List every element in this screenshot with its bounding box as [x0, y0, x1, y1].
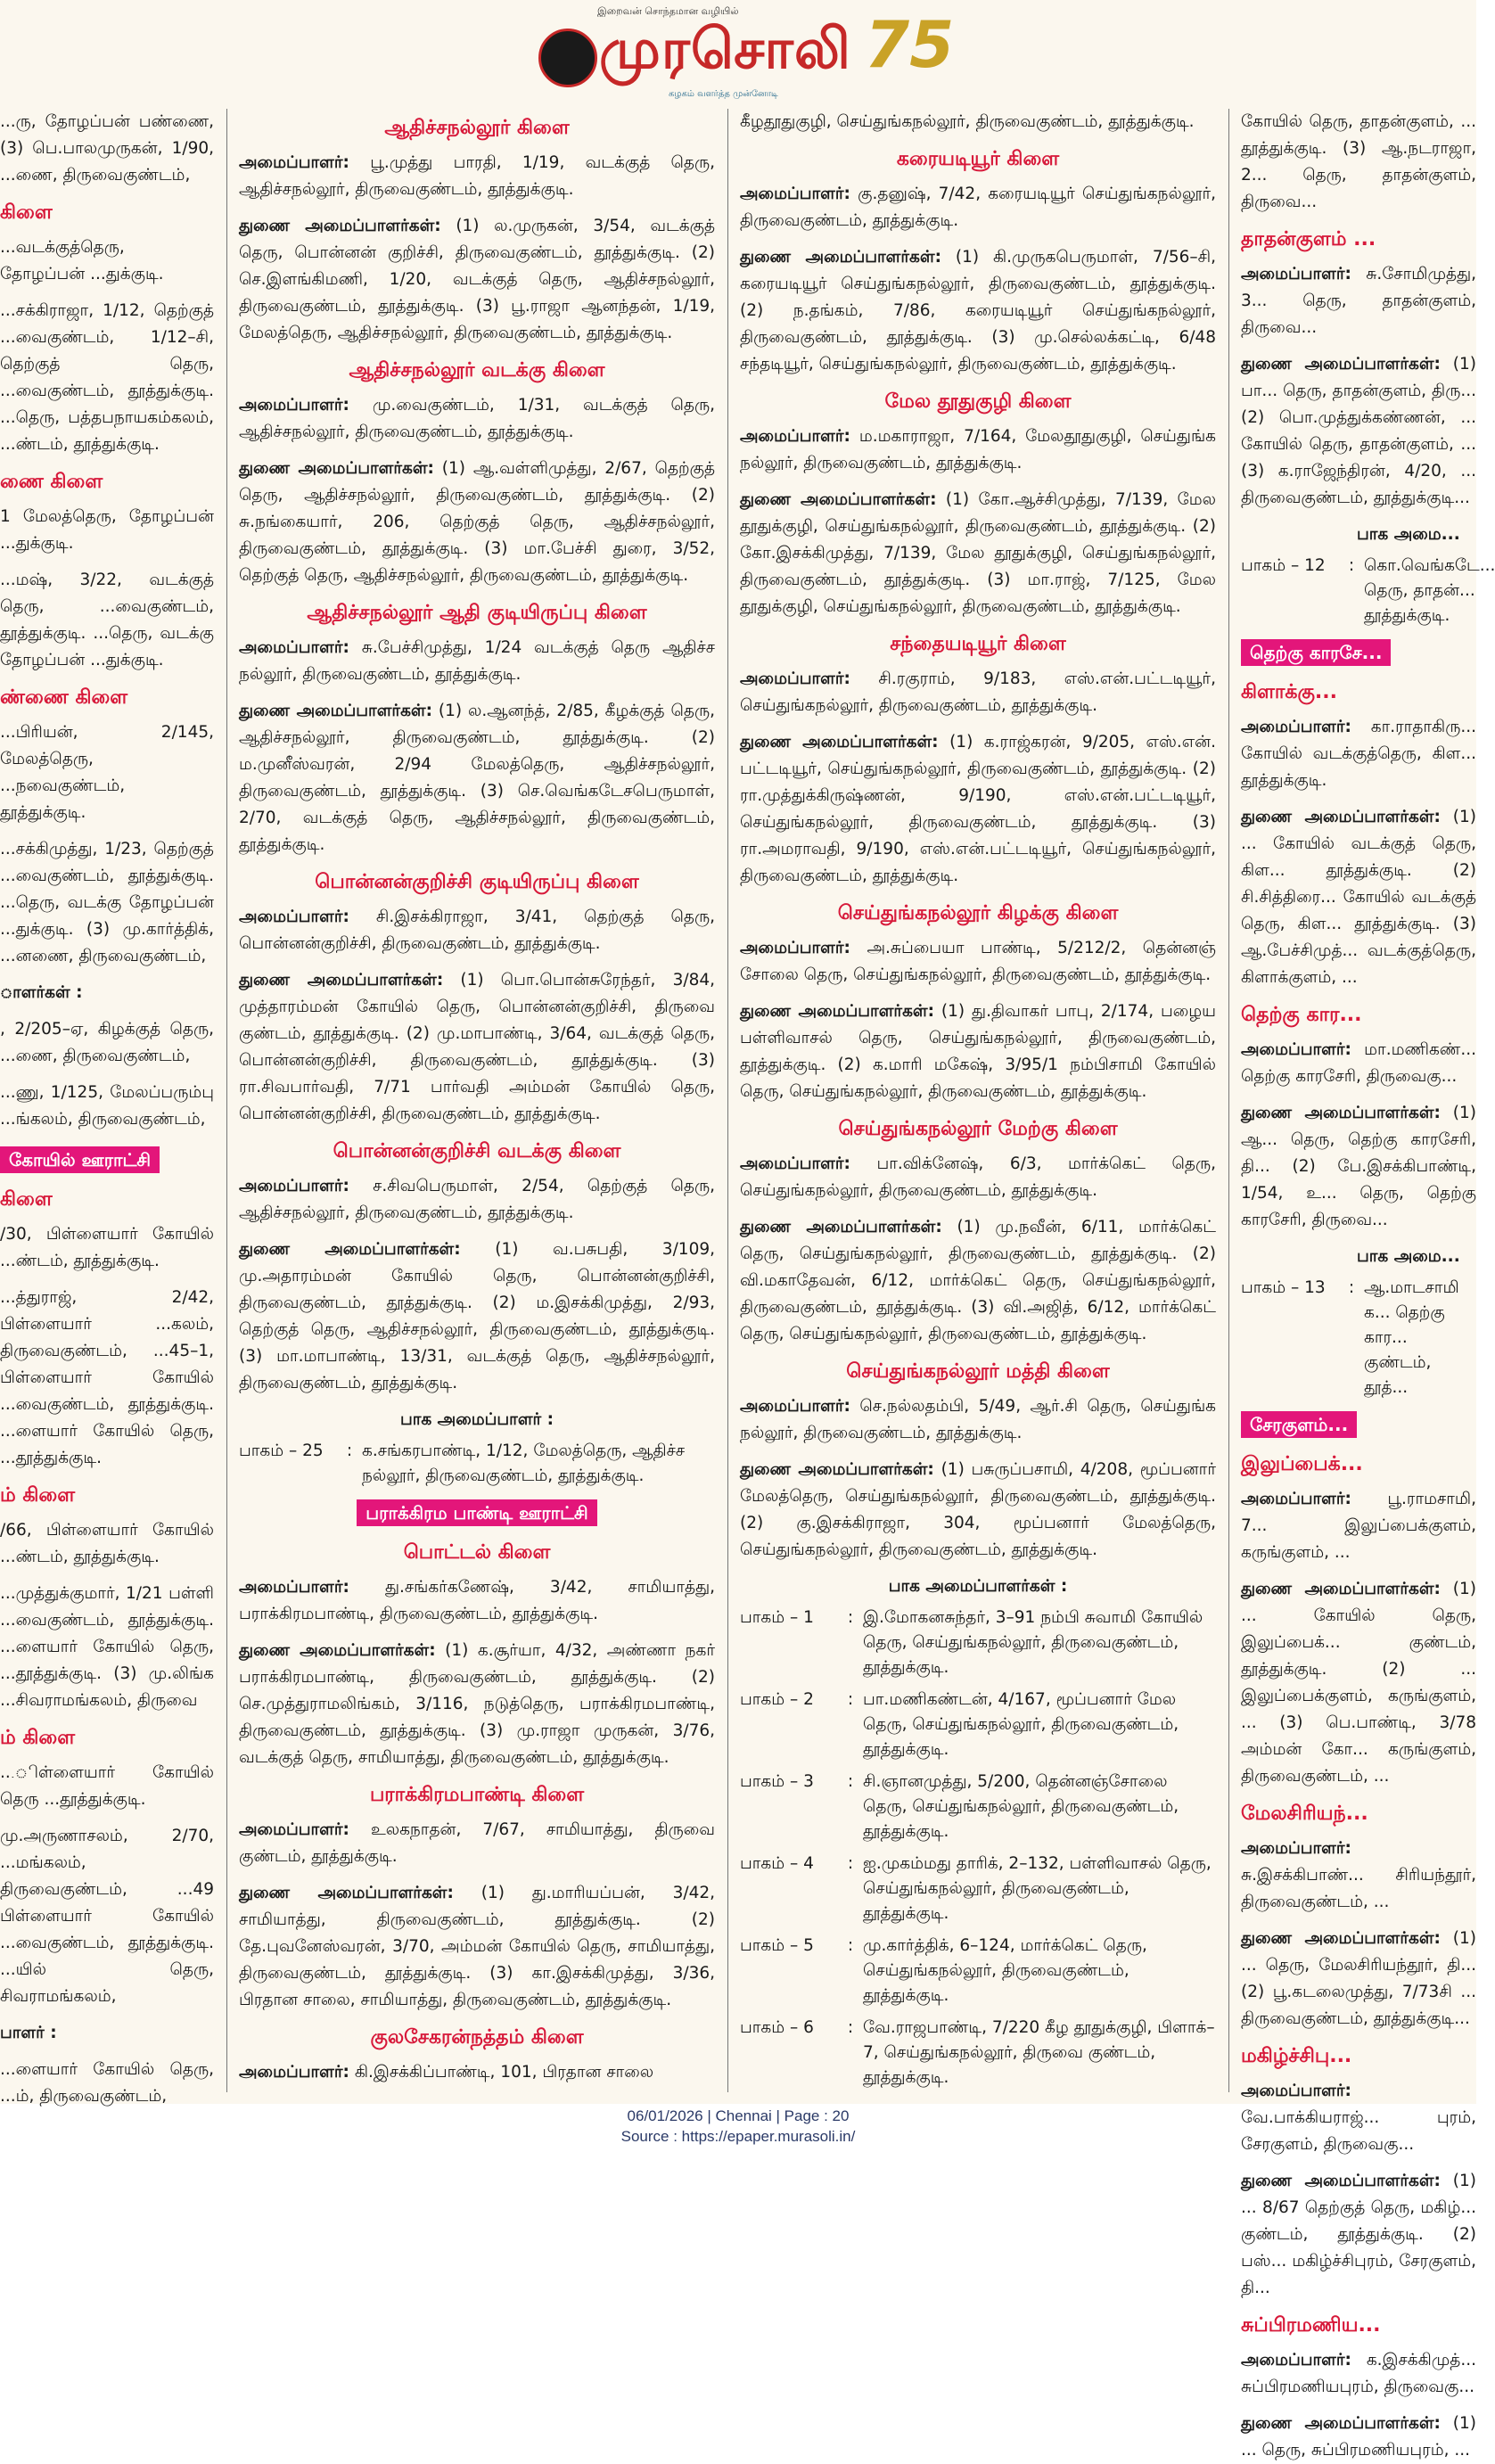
entry-text: ...மஷ், 3/22, வடக்குத் தெரு, ...வைகுண்டம், தூத்துக்குடி. ...தெரு, வடக்கு தோழப்பன் ...துக்குடி. — [0, 571, 214, 669]
organizer-label: அமைப்பாளர்: — [740, 1397, 850, 1416]
entry-text: ...ணு, 1/125, மேலப்பரும்பு ...ங்கலம், திருவைகுண்டம், — [0, 1083, 214, 1129]
organizer-label: அமைப்பாளர்: — [239, 2063, 349, 2082]
deputy-entry — [1241, 804, 1476, 991]
booth-text: பா.மணிகண்டன், 4/167, மூப்பனார் மேல தெரு, செய்துங்கநல்லூர், திருவைகுண்டம், தூத்துக்குடி. — [863, 1690, 1179, 1759]
deputy-label: துணை அமைப்பாளர்கள்: — [740, 733, 939, 752]
booth-entry: பாகம் – 25 : க.சங்கரபாண்டி, 1/12, மேலத்தெரு, ஆதிச்ச நல்லூர், திருவைகுண்டம், தூத்துக்குடி. — [239, 1439, 715, 1489]
panchayat-band: பராக்கிரம பாண்டி ஊராட்சி — [357, 1499, 596, 1526]
branch-heading: சுப்பிரமணிய... — [1241, 2314, 1381, 2337]
deputy-label: துணை அமைப்பாளர்கள்: — [239, 1240, 461, 1259]
organizer-text: அ.சுப்பையா பாண்டி, 5/212/2, தென்னஞ் சோலை தெரு, செய்துங்கநல்லூர், திருவைகுண்டம், தூத்துக்குடி. — [740, 939, 1216, 984]
branch-heading: ஆதிச்சநல்லூர் கிளை — [384, 117, 570, 139]
organizer-entry — [1241, 1037, 1476, 1090]
organizer-text: க.இசக்கிமுத்... சுப்பிரமணியபுரம், திருவைகு... — [1241, 2351, 1476, 2396]
booth-section-title: பாக அமைப்பாளர்கள் : — [888, 1577, 1068, 1596]
organizer-text: சி.ரகுராம், 9/183, எஸ்.என்.பட்டடியூர், செய்துங்கநல்லூர், திருவைகுண்டம், தூத்துக்குடி. — [740, 669, 1216, 715]
deputy-entry — [1241, 2168, 1476, 2302]
deputy-label: துணை அமைப்பாளர்கள்: — [1241, 1104, 1441, 1122]
organizer-entry — [239, 1173, 715, 1227]
organizer-text: சி.இசக்கிராஜா, 3/41, தெற்குத் தெரு, பொன்னன்குறிச்சி, திருவைகுண்டம், தூத்துக்குடி. — [239, 908, 715, 953]
deputy-label: துணை அமைப்பாளர்கள்: — [239, 702, 432, 720]
organizer-text: சு.இசக்கிபாண்... சிரியந்தூர், திருவைகுண்டம், ... — [1241, 1866, 1476, 1911]
deputy-text: (1) க.சூர்யா, 4/32, அண்ணா நகர் பராக்கிரமபாண்டி, திருவைகுண்டம், தூத்துக்குடி. (2) செ.முத்துராமலிங்கம், 3/116, நடுத்தெரு, பராக்கிரமபாண்டி, திருவைகுண்டம், தூத்துக்குடி. (3) மு.ராஜா முருகன், 3/76, வடக்குத் தெரு, சாமியாத்து, திருவைகுண்டம், தூத்துக்குடி. — [239, 1641, 716, 1767]
edition-info: 06/01/2026 | Chennai | Page : 20 — [627, 2107, 850, 2124]
deputy-text: (1) பொ.பொன்சுரேந்தர், 3/84, முத்தாரம்மன் கோயில் தெரு, பொன்னன்குறிச்சி, திருவை குண்டம், தூத்துக்குடி. (2) மு.மாபாண்டி, 3/64, வடக்குத் தெரு, பொன்னன்குறிச்சி, திருவைகுண்டம், தூத்துக்குடி. (3) ரா.சிவபார்வதி, 7/71 பார்வதி அம்மன் கோயில் தெரு, பொன்னன்குறிச்சி, திருவைகுண்டம், தூத்துக்குடி. — [239, 971, 715, 1123]
booth-entry: பாகம் – 2 : பா.மணிகண்டன், 4/167, மூப்பனார் மேல தெரு, செய்துங்கநல்லூர், திருவைகுண்டம், தூத்துக்குடி. — [740, 1688, 1216, 1762]
organizer-label: அமைப்பாளர்: — [239, 638, 349, 657]
entry-text: ...வடக்குத்தெரு, தோழப்பன் ...துக்குடி. — [0, 238, 164, 283]
entry-text: ...ிள்ளையார் கோயில் தெரு ...தூத்துக்குடி. — [0, 1763, 214, 1809]
organizer-entry — [239, 1817, 715, 1870]
entry-text: ...சக்கிராஜா, 1/12, தெற்குத் ...வைகுண்டம், 1/12–சி, தெற்குத் தெரு, ...வைகுண்டம், தூத்துக்குடி. ...தெரு, பத்தபநாயகம்கலம், ...ண்டம், தூத்துக்குடி. — [0, 301, 214, 454]
deputy-entry — [239, 698, 715, 858]
organizer-label: அமைப்பாளர்: — [740, 669, 850, 688]
booth-text: ஆ.மாடசாமி க... தெற்கு கார... குண்டம், தூத்... — [1364, 1278, 1459, 1397]
deputy-text: (1) ல.ஆனந்த், 2/85, கீழக்குத் தெரு, ஆதிச்சநல்லூர், திருவைகுண்டம், தூத்துக்குடி. (2) ம.முனீஸ்வரன், 2/94 மேலத்தெரு, ஆதிச்சநல்லூர், திருவைகுண்டம், தூத்துக்குடி. (3) செ.வெங்கடேசபெருமாள், 2/70, வடக்குத் தெரு, ஆதிச்சநல்லூர், திருவைகுண்டம், தூத்துக்குடி. — [239, 702, 715, 854]
booth-entry: பாகம் – 13 : ஆ.மாடசாமி க... தெற்கு கார... குண்டம், தூத்... — [1241, 1276, 1476, 1400]
branch-heading: மேல தூதுகுழி கிளை — [884, 390, 1072, 413]
organizer-entry — [1241, 1836, 1476, 1916]
deputy-text: (1) ... தெரு, சுப்பிரமணியபுரம், ... — [1241, 2414, 1476, 2460]
branch-heading: கரையடியூர் கிளை — [896, 148, 1060, 170]
deputy-text: (1) பசுருப்பசாமி, 4/208, மூப்பனார் மேலத்தெரு, செய்துங்கநல்லூர், திருவைகுண்டம், தூத்துக்குடி. (2) கு.இசக்கிராஜா, 304, மூப்பனார் மேலத்தெரு, செய்துங்கநல்லூர், திருவைகுண்டம், தூத்துக்குடி. — [740, 1460, 1216, 1559]
deputy-label: துணை அமைப்பாளர்கள்: — [1241, 808, 1441, 826]
anniversary-badge: 75 — [865, 7, 955, 82]
booth-section-title: பாக அமை... — [1357, 1247, 1460, 1266]
organizer-label: அமைப்பாளர்: — [740, 427, 850, 446]
organizer-label: அமைப்பாளர்: — [239, 1820, 349, 1839]
column-4 — [1241, 109, 1495, 2460]
booth-text: ஐ.முகம்மது தாரிக், 2–132, பள்ளிவாசல் தெரு, செய்துங்கநல்லூர், திருவைகுண்டம், தூத்துக்குடி. — [863, 1854, 1212, 1923]
deputy-text: (1) ஆ... தெரு, தெற்கு காரசேரி, தி... (2) பே.இசக்கிபாண்டி, 1/54, உ... தெரு, தெற்கு காரசேரி, திருவை... — [1241, 1104, 1476, 1229]
deputy-text: (1) து.மாரியப்பன், 3/42, சாமியாத்து, திருவைகுண்டம், தூத்துக்குடி. (2) தே.புவனேஸ்வரன், 3/70, அம்மன் கோயில் தெரு, சாமியாத்து, திருவைகுண்டம், தூத்துக்குடி. (3) கா.இசக்கிமுத்து, 3/36, பிரதான சாலை, சாமியாத்து, திருவைகுண்டம், தூத்துக்குடி. — [239, 1884, 715, 2009]
organizer-label: அமைப்பாளர்: — [1241, 2082, 1351, 2100]
organizer-label: அமைப்பாளர்: — [740, 939, 850, 957]
organizer-text: து.சங்கர்கணேஷ், 3/42, சாமியாத்து, பராக்கிரமபாண்டி, திருவைகுண்டம், தூத்துக்குடி. — [239, 1578, 715, 1623]
organizer-label: அமைப்பாளர்: — [1241, 1490, 1351, 1508]
organizer-text: மா.மணிகண்... தெற்கு காரசேரி, திருவைகு... — [1241, 1040, 1476, 1086]
organizer-text: கா.ராதாகிரு... கோயில் வடக்குத்தெரு, கிள... தூத்துக்குடி. — [1241, 718, 1476, 790]
booth-section-title: பாளர் : — [0, 2024, 57, 2042]
branch-heading: ஆதிச்சநல்லூர் வடக்கு கிளை — [349, 359, 605, 382]
organizer-text: பா.விக்னேஷ், 6/3, மார்க்கெட் தெரு, செய்துங்கநல்லூர், திருவைகுண்டம், தூத்துக்குடி. — [740, 1154, 1216, 1200]
deputy-text: (1) ... தெரு, மேலசிரியந்தூர், தி... (2) பூ.கடலைமுத்து, 7/73சி ... திருவைகுண்டம், தூத்துக்குடி... — [1241, 1929, 1476, 2028]
organizer-text: ம.மகாராஜா, 7/164, மேலதூதுகுழி, செய்துங்க நல்லூர், திருவைகுண்டம், தூத்துக்குடி. — [740, 427, 1216, 472]
column-rule — [1228, 109, 1229, 2092]
booth-entry: பாகம் – 3 : சி.ஞானமுத்து, 5/200, தென்னஞ்சோலை தெரு, செய்துங்கநல்லூர், திருவைகுண்டம், தூத்துக்குடி. — [740, 1770, 1216, 1844]
entry-text: 1 மேலத்தெரு, தோழப்பன் ...துக்குடி. — [0, 507, 214, 553]
deputy-entry — [740, 244, 1216, 378]
column-rule — [226, 109, 227, 2092]
entry-text: ...பிரியன், 2/145, மேலத்தெரு, ...நவைகுண்டம், தூத்துக்குடி. — [0, 723, 214, 822]
booth-text: வே.ராஜபாண்டி, 7/220 கீழ தூதுக்குழி, பிளாக்–7, செய்துங்கநல்லூர், திருவை குண்டம், தூத்துக்குடி. — [863, 2018, 1215, 2087]
deputy-entry — [1241, 351, 1476, 512]
deputy-label: துணை அமைப்பாளர்கள்: — [1241, 2172, 1441, 2190]
deputy-entry — [239, 1638, 715, 1771]
deputy-text: (1) கி.முருகபெருமாள், 7/56–சி, கரையடியூர் செய்துங்கநல்லூர், திருவைகுண்டம், தூத்துக்குடி. (2) ந.தங்கம், 7/86, கரையடியூர் செய்துங்கநல்லூர், திருவைகுண்டம், தூத்துக்குடி. (3) மு.செல்லக்கட்டி, 6/48 சந்தடியூர், செய்துங்கநல்லூர், திருவைகுண்டம், தூத்துக்குடி. — [740, 248, 1216, 374]
deputy-label: துணை அமைப்பாளர்கள்: — [239, 971, 444, 990]
organizer-text: கி.இசக்கிப்பாண்டி, 101, பிரதான சாலை — [354, 2063, 654, 2082]
booth-text: மு.கார்த்திக், 6–124, மார்க்கெட் தெரு, செய்துங்கநல்லூர், திருவைகுண்டம், தூத்துக்குடி. — [863, 1936, 1147, 2005]
organizer-entry — [239, 904, 715, 957]
deputy-label: துணை அமைப்பாளர்கள்: — [740, 490, 937, 509]
deputy-label: துணை அமைப்பாளர்கள்: — [239, 459, 434, 478]
masthead — [535, 4, 955, 109]
booth-entry: பாகம் – 4 : ஐ.முகம்மது தாரிக், 2–132, பள்ளிவாசல் தெரு, செய்துங்கநல்லூர், திருவைகுண்டம், தூத்துக்குடி. — [740, 1852, 1216, 1926]
deputy-entry — [239, 1880, 715, 2014]
organizer-entry — [740, 1151, 1216, 1204]
organizer-text: சு.சோமிமுத்து, 3... தெரு, தாதன்குளம், திருவை... — [1241, 265, 1476, 337]
entry-text: , 2/205–ஏ, கிழக்குத் தெரு, ...ணை, திருவைகுண்டம், — [0, 1020, 214, 1065]
organizer-label: அமைப்பாளர்: — [239, 396, 349, 415]
entry-text: ...சக்கிமுத்து, 1/23, தெற்குத் ...வைகுண்டம், தூத்துக்குடி. ...தெரு, வடக்கு தோழப்பன் ...துக்குடி. (3) மு.கார்த்திக், ...னணை, திருவைகுண்டம், — [0, 840, 214, 965]
deputy-text: (1) பா... தெரு, தாதன்குளம், திரு... (2) பொ.முத்துக்கண்ணன், ... கோயில் தெரு, தாதன்குளம், ... (3) க.ராஜேந்திரன், 4/20, ... திருவைகுண்டம், தூத்துக்குடி... — [1241, 355, 1476, 507]
entry-text: ...ரு, தோழப்பன் பண்ணை, (3) பெ.பாலமுருகன், 1/90, ...ணை, திருவைகுண்டம், — [0, 112, 214, 185]
deputy-label: துணை அமைப்பாளர்கள்: — [239, 217, 441, 235]
booth-entry: பாகம் – 12 : கொ.வெங்கடே... தெரு, தாதன்... தூத்துக்குடி. — [1241, 554, 1476, 628]
deputy-text: (1) க.ராஜ்கரன், 9/205, எஸ்.என். பட்டடியூர், செய்துங்கநல்லூர், திருவைகுண்டம், தூத்துக்குடி. (2) ரா.முத்துக்கிருஷ்ணன், 9/190, எஸ்.என்.பட்டடியூர், செய்துங்கநல்லூர், திருவைகுண்டம், தூத்துக்குடி. (3) ரா.அமராவதி, 9/190, எஸ்.என்.பட்டடியூர், செய்துங்கநல்லூர், திருவைகுண்டம், தூத்துக்குடி. — [740, 733, 1216, 885]
booth-number: பாகம் – 6 — [740, 2018, 814, 2037]
branch-heading: ண்ணை கிளை — [0, 686, 128, 709]
deputy-entry — [1241, 2411, 1476, 2464]
booth-number: பாகம் – 25 — [239, 1441, 324, 1460]
branch-heading: குலசேகரன்நத்தம் கிளை — [370, 2026, 584, 2049]
organizer-label: அமைப்பாளர்: — [239, 908, 349, 926]
deputy-entry — [740, 1214, 1216, 1348]
masthead-subtitle: கழகம் வளர்த்த முன்னோடி — [669, 89, 778, 99]
deputy-label: துணை அமைப்பாளர்கள்: — [1241, 355, 1441, 374]
deputy-text: (1) ல.முருகன், 3/54, வடக்குத் தெரு, பொன்னன் குறிச்சி, திருவைகுண்டம், தூத்துக்குடி. (2) செ.இளங்கிமணி, 1/20, வடக்குத் தெரு, ஆதிச்சநல்லூர், திருவைகுண்டம், தூத்துக்குடி. (3) பூ.ராஜா ஆனந்தன், 1/19, மேலத்தெரு, ஆதிச்சநல்லூர், திருவைகுண்டம், தூத்துக்குடி. — [239, 217, 715, 342]
organizer-text: பூ.ராமசாமி, 7... இலுப்பைக்குளம், கருங்குளம், ... — [1241, 1490, 1476, 1562]
branch-heading: ம் கிளை — [0, 1727, 76, 1749]
organizer-label: அமைப்பாளர்: — [1241, 1839, 1351, 1858]
branch-heading: மேலசிரியந்... — [1241, 1803, 1368, 1825]
deputy-entry — [239, 967, 715, 1128]
entry-text: மு.அருணாசலம், 2/70, ...மங்கலம், திருவைகுண்டம், ...49 பிள்ளையார் கோயில் ...வைகுண்டம், தூத்துக்குடி. ...யில் தெரு, சிவராமங்கலம், — [0, 1827, 214, 2006]
deputy-text: (1) மு.நவீன், 6/11, மார்க்கெட் தெரு, செய்துங்கநல்லூர், திருவைகுண்டம், தூத்துக்குடி. (2) வி.மகாதேவன், 6/12, மார்க்கெட் தெரு, செய்துங்கநல்லூர், திருவைகுண்டம், தூத்துக்குடி. (3) வி.அஜித், 6/12, மார்க்கெட் தெரு, செய்துங்கநல்லூர், திருவைகுண்டம், தூத்துக்குடி. — [740, 1218, 1216, 1343]
branch-heading: பொட்டல் கிளை — [403, 1541, 551, 1564]
deputy-entry — [239, 1236, 715, 1397]
branch-heading: தாதன்குளம் ... — [1241, 228, 1376, 251]
panchayat-band: கோயில் ஊராட்சி — [0, 1146, 160, 1173]
deputy-entry — [1241, 1576, 1476, 1790]
deputy-label: துணை அமைப்பாளர்கள்: — [740, 1002, 934, 1021]
column-1 — [0, 109, 214, 2106]
deputy-label: துணை அமைப்பாளர்கள்: — [740, 1460, 934, 1479]
organizer-entry — [239, 2059, 715, 2086]
branch-heading: செய்துங்கநல்லூர் மேற்கு கிளை — [838, 1118, 1118, 1140]
column-2 — [239, 109, 715, 2099]
booth-text: இ.மோகனசுந்தர், 3–91 நம்பி சுவாமி கோயில் தெரு, செய்துங்கநல்லூர், திருவைகுண்டம், தூத்துக்குடி. — [863, 1608, 1203, 1677]
deputy-label: துணை அமைப்பாளர்கள்: — [239, 1884, 454, 1902]
organizer-entry — [239, 1574, 715, 1628]
masthead-tagline: இறைவன் சொந்தமான வழியில் — [597, 5, 739, 17]
deputy-entry — [239, 213, 715, 347]
booth-section-title: பாக அமைப்பாளர் : — [399, 1410, 554, 1429]
booth-text: கொ.வெங்கடே... தெரு, தாதன்... தூத்துக்குடி. — [1364, 556, 1495, 625]
organizer-entry — [239, 635, 715, 688]
organizer-label: அமைப்பாளர்: — [740, 185, 850, 203]
deputy-text: (1) து.திவாகர் பாபு, 2/174, பழைய பள்ளிவாசல் தெரு, செய்துங்கநல்லூர், திருவைகுண்டம், தூத்துக்குடி. (2) க.மாரி மகேஷ், 3/95/1 நம்பிசாமி கோயில் தெரு, செய்துங்கநல்லூர், திருவைகுண்டம், தூத்துக்குடி. — [740, 1002, 1217, 1101]
booth-entry: பாகம் – 6 : வே.ராஜபாண்டி, 7/220 கீழ தூதுக்குழி, பிளாக்–7, செய்துங்கநல்லூர், திருவை குண்டம், தூத்துக்குடி. — [740, 2016, 1216, 2090]
organizer-label: அமைப்பாளர்: — [239, 153, 349, 172]
entry-text: ...முத்துக்குமார், 1/21 பள்ளி ...வைகுண்டம், தூத்துக்குடி. ...ளையார் கோயில் தெரு, ...தூத்துக்குடி. (3) மு.லிங்க ...சிவராமங்கலம், திருவை — [0, 1584, 214, 1710]
organizer-entry — [740, 181, 1216, 234]
booth-number: பாகம் – 13 — [1241, 1278, 1326, 1297]
organizer-label: அமைப்பாளர்: — [1241, 2351, 1351, 2370]
booth-number: பாகம் – 5 — [740, 1936, 814, 1955]
entry-text: கீழதூதுகுழி, செய்துங்கநல்லூர், திருவைகுண்டம், தூத்துக்குடி. — [740, 112, 1195, 131]
branch-heading: இலுப்பைக்... — [1241, 1453, 1363, 1475]
organizer-entry — [239, 392, 715, 446]
booth-text: சி.ஞானமுத்து, 5/200, தென்னஞ்சோலை தெரு, செய்துங்கநல்லூர், திருவைகுண்டம், தூத்துக்குடி. — [863, 1772, 1179, 1841]
organizer-entry — [1241, 1486, 1476, 1566]
deputy-entry — [740, 998, 1216, 1105]
deputy-text: (1) ஆ.வள்ளிமுத்து, 2/67, தெற்குத் தெரு, ஆதிச்சநல்லூர், திருவைகுண்டம், தூத்துக்குடி. (2) சு.நங்கையார், 206, தெற்குத் தெரு, ஆதிச்சநல்லூர், திருவைகுண்டம், தூத்துக்குடி. (3) மா.பேச்சி துரை, 3/52, தெற்குத் தெரு, ஆதிச்சநல்லூர், திருவைகுண்டம், தூத்துக்குடி. — [239, 459, 715, 585]
organizer-entry — [239, 150, 715, 203]
branch-heading: தெற்கு கார... — [1241, 1004, 1362, 1026]
panchayat-band: சேரகுளம்... — [1241, 1411, 1357, 1438]
branch-heading: ணை கிளை — [0, 471, 103, 493]
booth-number: பாகம் – 4 — [740, 1854, 814, 1873]
branch-heading: செய்துங்கநல்லூர் மத்தி கிளை — [846, 1360, 1110, 1383]
organizer-label: அமைப்பாளர்: — [239, 1578, 349, 1597]
organizer-entry — [1241, 714, 1476, 794]
deputy-label: துணை அமைப்பாளர்கள்: — [239, 1641, 436, 1660]
booth-number: பாகம் – 1 — [740, 1608, 814, 1627]
branch-heading: பொன்னன்குறிச்சி குடியிருப்பு கிளை — [315, 871, 639, 893]
organizer-label: அமைப்பாளர்: — [1241, 718, 1351, 736]
branch-heading: கிளாக்கு... — [1241, 681, 1337, 703]
deputy-entry — [740, 1457, 1216, 1564]
organizer-entry — [1241, 2347, 1476, 2401]
branch-heading: செய்துங்கநல்லூர் கிழக்கு கிளை — [837, 902, 1119, 924]
branch-heading: பொன்னன்குறிச்சி வடக்கு கிளை — [333, 1140, 621, 1162]
deputy-entry — [239, 456, 715, 589]
booth-number: பாகம் – 3 — [740, 1772, 814, 1791]
booth-entry: பாகம் – 5 : மு.கார்த்திக், 6–124, மார்க்கெட் தெரு, செய்துங்கநல்லூர், திருவைகுண்டம், தூத்துக்குடி. — [740, 1934, 1216, 2008]
organizer-text: செ.நல்லதம்பி, 5/49, ஆர்.சி தெரு, செய்துங்க நல்லூர், திருவைகுண்டம், தூத்துக்குடி. — [740, 1397, 1216, 1442]
entry-text: ...ளையார் கோயில் தெரு, ...ம், திருவைகுண்டம், — [0, 2060, 214, 2106]
booth-text: க.சங்கரபாண்டி, 1/12, மேலத்தெரு, ஆதிச்ச நல்லூர், திருவைகுண்டம், தூத்துக்குடி. — [362, 1441, 686, 1485]
deputy-text: (1) ... கோயில் வடக்குத் தெரு, கிள... தூத்துக்குடி. (2) சி.சித்திரை... கோயில் வடக்குத் தெரு, கிள... தூத்துக்குடி. (3) ஆ.பேச்சிமுத்... வடக்குத்தெரு, கிளாக்குளம், ... — [1241, 808, 1476, 987]
organizer-text: சு.பேச்சிமுத்து, 1/24 வடக்குத் தெரு ஆதிச்ச நல்லூர், திருவைகுண்டம், தூத்துக்குடி. — [239, 638, 715, 684]
deputy-entry — [1241, 1926, 1476, 2033]
organizer-label: அமைப்பாளர்: — [1241, 265, 1351, 283]
branch-heading: மகிழ்ச்சிபு... — [1241, 2045, 1352, 2067]
organizer-text: பூ.முத்து பாரதி, 1/19, வடக்குத் தெரு, ஆதிச்சநல்லூர், திருவைகுண்டம், தூத்துக்குடி. — [239, 153, 715, 199]
branch-heading: ம் கிளை — [0, 1484, 76, 1507]
branch-heading: கிளை — [0, 1188, 53, 1211]
entry-text: கோயில் தெரு, தாதன்குளம், ... தூத்துக்குடி. (3) ஆ.நடராஜா, 2... தெரு, தாதன்குளம், திருவை... — [1241, 112, 1476, 211]
organizer-text: ச.சிவபெருமாள், 2/54, தெற்குத் தெரு, ஆதிச்சநல்லூர், திருவைகுண்டம், தூத்துக்குடி. — [239, 1177, 715, 1222]
organizer-text: மு.வைகுண்டம், 1/31, வடக்குத் தெரு, ஆதிச்சநல்லூர், திருவைகுண்டம், தூத்துக்குடி. — [239, 396, 715, 441]
panchayat-band: தெற்கு காரசே... — [1241, 639, 1391, 666]
deputy-entry — [1241, 1100, 1476, 1234]
source-link[interactable]: Source : https://epaper.murasoli.in/ — [620, 2128, 856, 2145]
deputy-entry — [740, 487, 1216, 620]
organizer-entry — [740, 1393, 1216, 1447]
branch-heading: ஆதிச்சநல்லூர் ஆதி குடியிருப்பு கிளை — [307, 602, 647, 624]
booth-number: பாகம் – 2 — [740, 1690, 814, 1709]
branch-heading: பராக்கிரமபாண்டி கிளை — [369, 1784, 585, 1806]
deputy-text: (1) கோ.ஆச்சிமுத்து, 7/139, மேல தூதுக்குழி, செய்துங்கநல்லூர், திருவைகுண்டம், தூத்துக்குடி. (2) கோ.இசக்கிமுத்து, 7/139, மேல தூதுக்குழி, செய்துங்கநல்லூர், திருவைகுண்டம், தூத்துக்குடி. (3) மா.ராஜ், 7/125, மேல தூதுக்குழி, செய்துங்கநல்லூர், திருவைகுண்டம், தூத்துக்குடி. — [740, 490, 1217, 616]
organizer-entry — [740, 423, 1216, 477]
deputy-label: துணை அமைப்பாளர்கள்: — [1241, 1580, 1441, 1598]
column-3 — [740, 109, 1216, 2099]
booth-number: பாகம் – 12 — [1241, 556, 1326, 575]
organizer-text: கு.தனுஷ், 7/42, கரையடியூர் செய்துங்கநல்லூர், திருவைகுண்டம், தூத்துக்குடி. — [740, 185, 1216, 230]
deputy-label: துணை அமைப்பாளர்கள்: — [1241, 1929, 1441, 1948]
deputy-text: (1) ... கோயில் தெரு, இலுப்பைக்... குண்டம், தூத்துக்குடி. (2) ... இலுப்பைக்குளம், கருங்குளம், ... (3) பெ.பாண்டி, 3/78 அம்மன் கோ... கருங்குளம், திருவைகுண்டம், ... — [1241, 1580, 1476, 1786]
branch-heading: கிளை — [0, 201, 53, 224]
booth-section-title: பாக அமை... — [1357, 525, 1460, 544]
deputy-label: துணை அமைப்பாளர்கள்: — [740, 248, 941, 267]
deputy-text: (1) ... 8/67 தெற்குத் தெரு, மகிழ்... குண்டம், தூத்துக்குடி. (2) பஸ்... மகிழ்ச்சிபுரம், சேரகுளம், தி... — [1241, 2172, 1476, 2297]
newspaper-logo: முரசொலி — [599, 16, 851, 81]
organizer-entry — [1241, 261, 1476, 341]
entry-text: /66, பிள்ளையார் கோயில் ...ண்டம், தூத்துக்குடி. — [0, 1521, 214, 1566]
deputy-text: (1) வ.பசுபதி, 3/109, மு.அதாரம்மன் கோயில் தெரு, பொன்னன்குறிச்சி, திருவைகுண்டம், தூத்துக்குடி. (2) ம.இசக்கிமுத்து, 2/93, தெற்குத் தெரு, ஆதிச்சநல்லூர், திருவைகுண்டம், தூத்துக்குடி. (3) மா.மாபாண்டி, 13/31, வடக்குத் தெரு, ஆதிச்சநல்லூர், திருவைகுண்டம், தூத்துக்குடி. — [239, 1240, 715, 1392]
deputy-label: துணை அமைப்பாளர்கள்: — [1241, 2414, 1441, 2433]
branch-heading: சந்தையடியூர் கிளை — [890, 633, 1066, 655]
page-footer — [0, 2106, 1476, 2147]
organizer-text: உலகநாதன், 7/67, சாமியாத்து, திருவை குண்டம், தூத்துக்குடி. — [239, 1820, 715, 1866]
deputy-label: துணை அமைப்பாளர்கள்: — [740, 1218, 942, 1236]
entry-text: ...த்துராஜ், 2/42, பிள்ளையார் ...கலம், திருவைகுண்டம், ...45–1, பிள்ளையார் கோயில் ...வைகுண்டம், தூத்துக்குடி. ...ளையார் கோயில் தெரு, ...தூத்துக்குடி. — [0, 1288, 214, 1467]
organizer-entry — [740, 666, 1216, 719]
booth-section-title: ாளர்கள் : — [0, 983, 83, 1002]
column-rule — [727, 109, 728, 2092]
organizer-label: அமைப்பாளர்: — [239, 1177, 349, 1195]
entry-text: /30, பிள்ளையார் கோயில் ...ண்டம், தூத்துக்குடி. — [0, 1225, 214, 1270]
organizer-label: அமைப்பாளர்: — [740, 1154, 850, 1173]
deputy-entry — [740, 729, 1216, 890]
organizer-text: வே.பாக்கியராஜ்... புரம், சேரகுளம், திருவைகு... — [1241, 2108, 1476, 2154]
organizer-entry — [740, 935, 1216, 989]
organizer-label: அமைப்பாளர்: — [1241, 1040, 1351, 1059]
rising-sun-emblem-icon — [538, 29, 597, 87]
booth-entry: பாகம் – 1 : இ.மோகனசுந்தர், 3–91 நம்பி சுவாமி கோயில் தெரு, செய்துங்கநல்லூர், திருவைகுண்டம், தூத்துக்குடி. — [740, 1606, 1216, 1680]
